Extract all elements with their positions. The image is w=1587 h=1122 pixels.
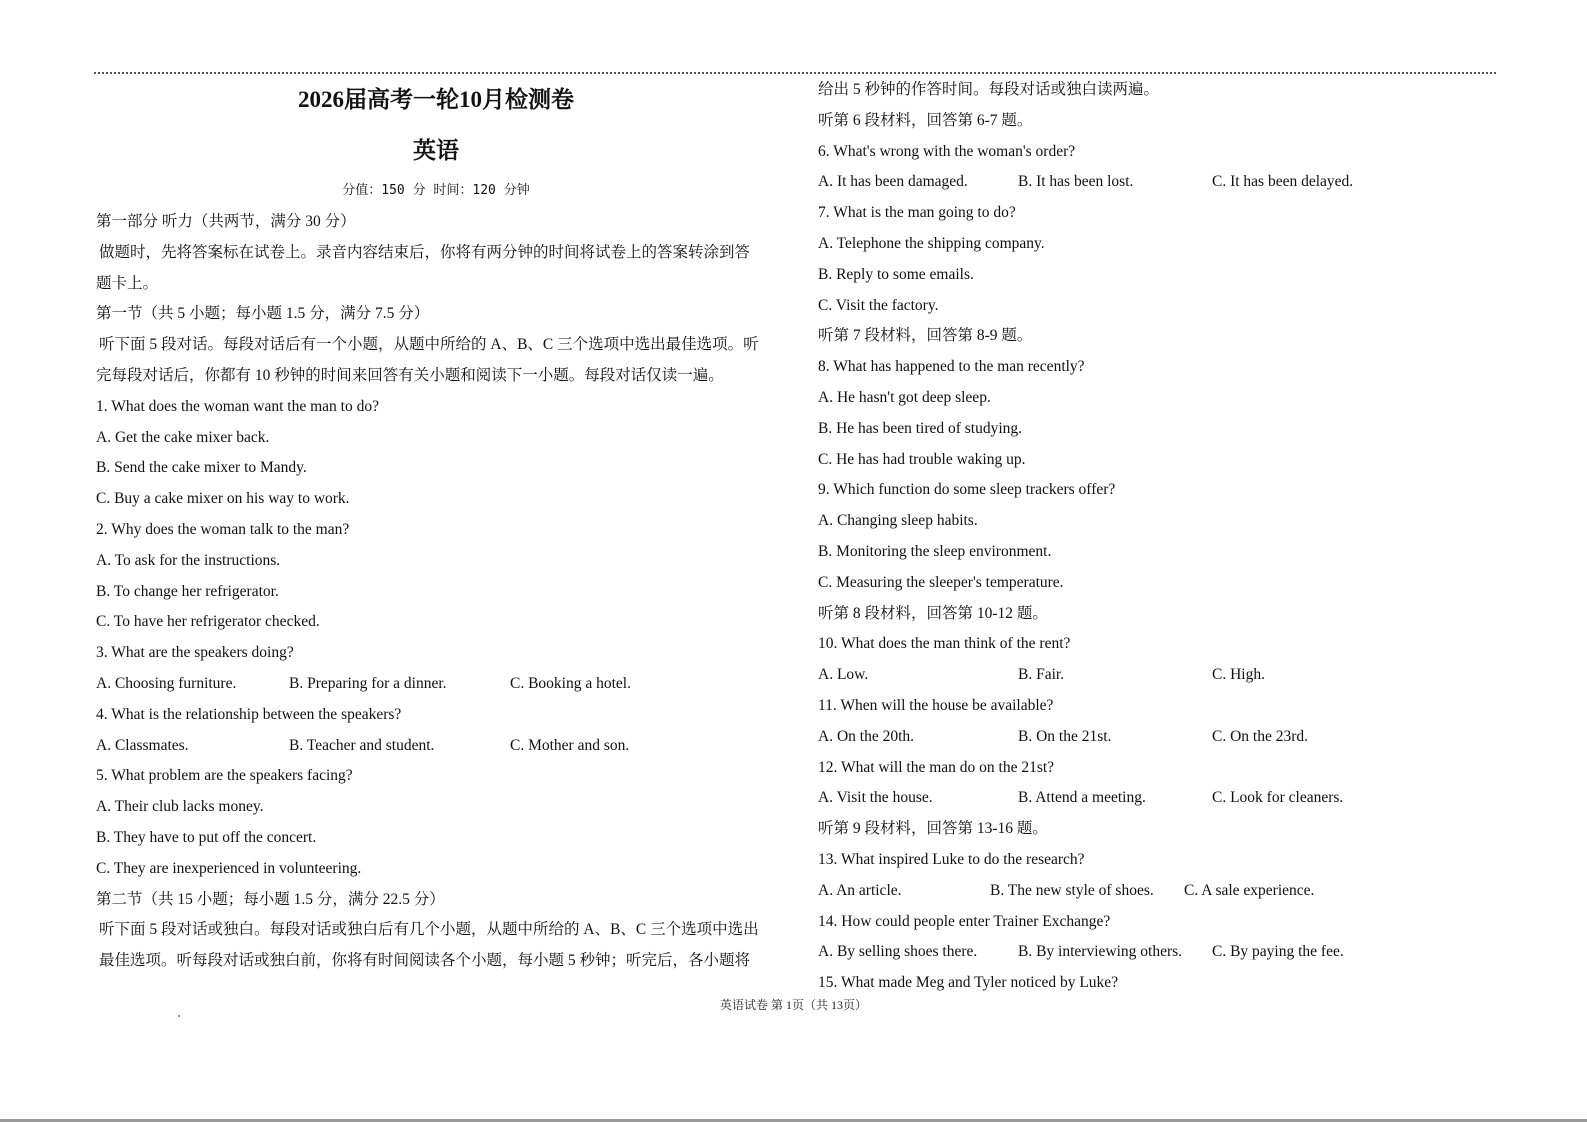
instruction-line: 题卡上。	[96, 274, 159, 292]
question: 11. When will the house be available?	[818, 696, 1054, 714]
option: C. Mother and son.	[510, 736, 630, 754]
option: A. On the 20th.	[818, 727, 915, 745]
option: C. Booking a hotel.	[510, 674, 631, 692]
question: 12. What will the man do on the 21st?	[818, 758, 1055, 776]
question: 1. What does the woman want the man to do?	[96, 397, 379, 415]
option: B. On the 21st.	[1018, 727, 1112, 745]
option: A. To ask for the instructions.	[96, 551, 281, 569]
option-row	[818, 783, 1498, 814]
question: 5. What problem are the speakers facing?	[96, 767, 353, 785]
option: C. On the 23rd.	[1212, 727, 1309, 745]
option: C. To have her refrigerator checked.	[96, 613, 320, 631]
option: B. The new style of shoes.	[990, 881, 1154, 899]
instruction-line: 最佳选项。听每段对话或独白前，你将有时间阅读各个小题，每小题 5 秒钟；听完后，各小题将	[99, 952, 751, 970]
option: B. Fair.	[1018, 666, 1065, 684]
option: A. Changing sleep habits.	[818, 512, 978, 530]
page-footer: 英语试卷 第 1页（共 13页）	[719, 998, 867, 1012]
option: B. By interviewing others.	[1018, 943, 1183, 961]
section-heading: 第二节（共 15 小题；每小题 1.5 分，满分 22.5 分）	[96, 890, 445, 908]
right-text-flow	[818, 75, 1498, 999]
option: A. It has been damaged.	[818, 173, 968, 191]
option-row	[818, 167, 1498, 198]
material-heading: 听第 9 段材料，回答第 13-16 题。	[818, 820, 1048, 838]
option: A. Low.	[818, 666, 869, 684]
question: 6. What's wrong with the woman's order?	[818, 142, 1076, 160]
option: A. Telephone the shipping company.	[818, 234, 1045, 252]
score-time-info: 分值：150 分 时间：120 分钟	[342, 183, 530, 198]
instruction-line: 完每段对话后，你都有 10 秒钟的时间来回答有关小题和阅读下一小题。每段对话仅读一遍。	[96, 366, 724, 384]
material-heading: 听第 7 段材料，回答第 8-9 题。	[818, 327, 1033, 345]
option: A. By selling shoes there.	[818, 943, 978, 961]
question: 9. Which function do some sleep trackers offer?	[818, 481, 1116, 499]
question: 14. How could people enter Trainer Exchange?	[818, 912, 1111, 930]
option: C. High.	[1212, 666, 1265, 684]
instruction-line: 听下面 5 段对话。每段对话后有一个小题，从题中所给的 A、B、C 三个选项中选出最佳选项。听	[99, 336, 759, 354]
option: C. By paying the fee.	[1212, 943, 1344, 961]
option: C. Look for cleaners.	[1212, 789, 1344, 807]
question: 8. What has happened to the man recently?	[818, 358, 1085, 376]
option: C. It has been delayed.	[1212, 173, 1354, 191]
option: B. Monitoring the sleep environment.	[818, 542, 1052, 560]
question: 3. What are the speakers doing?	[96, 644, 294, 662]
option: C. Measuring the sleeper's temperature.	[818, 573, 1064, 591]
option: A. Their club lacks money.	[96, 798, 264, 816]
stray-dot	[178, 1015, 180, 1017]
exam-title: 2026届高考一轮10月检测卷	[298, 87, 574, 112]
instruction-line: 听下面 5 段对话或独白。每段对话或独白后有几个小题，从题中所给的 A、B、C 三个选项中选出	[99, 921, 759, 939]
option: C. Visit the factory.	[818, 296, 939, 314]
option: A. Classmates.	[96, 736, 189, 754]
option: C. He has had trouble waking up.	[818, 450, 1026, 468]
option: C. They are inexperienced in volunteering.	[96, 859, 362, 877]
option-row	[96, 731, 776, 762]
option: A. Choosing furniture.	[96, 674, 237, 692]
option-row	[818, 876, 1498, 907]
option: B. They have to put off the concert.	[96, 828, 317, 846]
option: B. Send the cake mixer to Mandy.	[96, 459, 307, 477]
option-row	[818, 937, 1498, 968]
part-heading: 第一部分 听力（共两节，满分 30 分）	[96, 213, 356, 230]
section-heading: 第一节（共 5 小题；每小题 1.5 分，满分 7.5 分）	[96, 305, 430, 323]
instruction-line: 给出 5 秒钟的作答时间。每段对话或独白读两遍。	[818, 81, 1160, 98]
question: 2. Why does the woman talk to the man?	[96, 520, 350, 538]
question: 13. What inspired Luke to do the research?	[818, 850, 1085, 868]
option: A. Get the cake mixer back.	[96, 428, 270, 446]
option: C. A sale experience.	[1184, 881, 1315, 899]
option: B. It has been lost.	[1018, 173, 1134, 191]
option: A. An article.	[818, 881, 902, 899]
option-row	[96, 669, 776, 700]
question: 4. What is the relationship between the speakers?	[96, 705, 402, 723]
option: B. Teacher and student.	[289, 736, 435, 754]
option: A. Visit the house.	[818, 789, 933, 807]
option: B. Attend a meeting.	[1018, 789, 1146, 807]
left-text-flow	[96, 207, 776, 977]
option: B. Preparing for a dinner.	[289, 674, 447, 692]
instruction-line: 做题时，先将答案标在试卷上。录音内容结束后，你将有两分钟的时间将试卷上的答案转涂到答	[99, 243, 751, 261]
question: 15. What made Meg and Tyler noticed by Luke?	[818, 974, 1119, 992]
option: B. Reply to some emails.	[818, 265, 974, 283]
top-dotted-rule	[94, 72, 1496, 74]
option: C. Buy a cake mixer on his way to work.	[96, 490, 350, 508]
question: 10. What does the man think of the rent?	[818, 635, 1071, 653]
material-heading: 听第 6 段材料，回答第 6-7 题。	[818, 111, 1033, 129]
option: A. He hasn't got deep sleep.	[818, 388, 991, 406]
subject-title: 英语	[413, 138, 459, 163]
option-row	[818, 722, 1498, 753]
question: 7. What is the man going to do?	[818, 204, 1016, 222]
option: B. He has been tired of studying.	[818, 419, 1023, 437]
option: B. To change her refrigerator.	[96, 582, 279, 600]
material-heading: 听第 8 段材料，回答第 10-12 题。	[818, 604, 1048, 622]
option-row	[818, 660, 1498, 691]
